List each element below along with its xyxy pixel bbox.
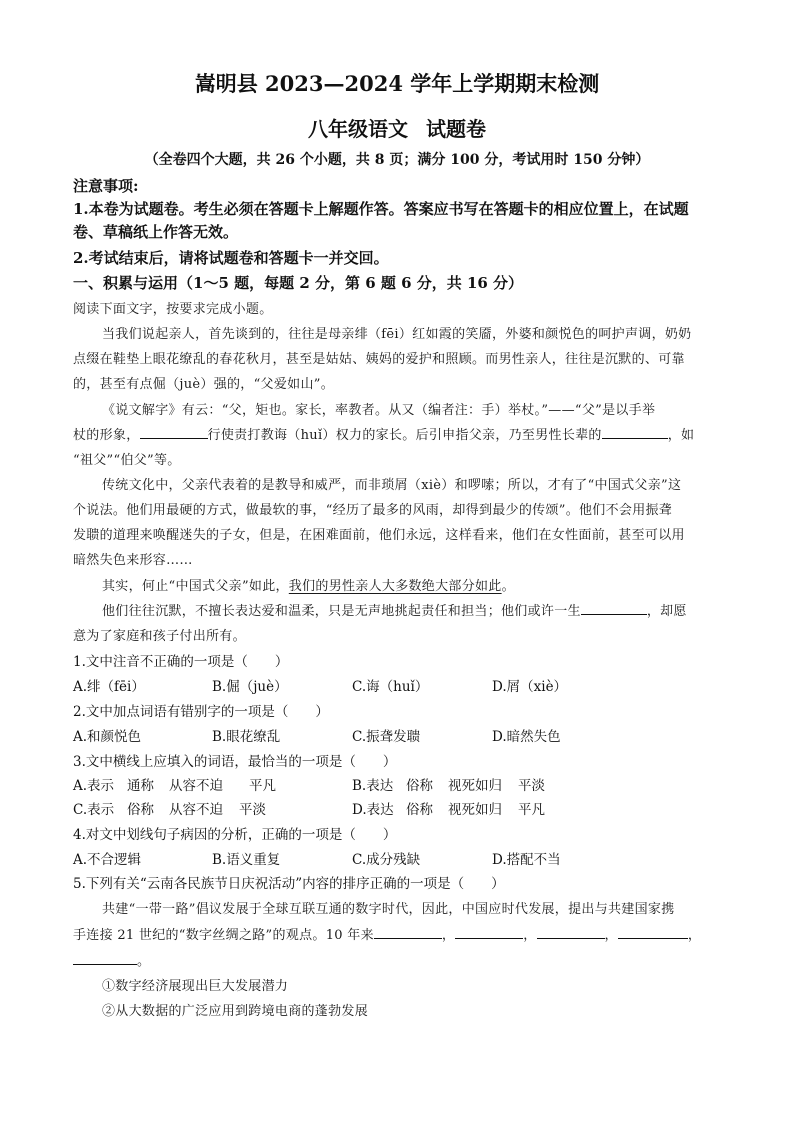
separator: ， [604,928,618,943]
passage-text: 行使责打教诲（huǐ）权力的家长。后引申指父亲，乃至男性长辈的 [207,428,602,443]
separator: ， [523,928,537,943]
question-1-option-d[interactable]: D.屑（xiè） [492,679,568,695]
option-word: 视死如归 [448,778,502,794]
fill-blank-2 [602,426,668,439]
notice-item-1-line-1: 1.本卷为试题卷。考生必须在答题卡上解题作答。答案应书写在答题卡的相应位置上，在试题 [73,200,689,218]
passage-p5-line-1 [102,600,687,619]
fill-blank-8 [73,952,137,965]
question-4-option-b[interactable]: B.语义重复 [212,852,281,868]
subtitle-grade: 八年级语文 [308,117,408,141]
passage-p2-line-3: “祖父”“伯父”等。 [73,453,181,468]
question-5-passage-line-1: 共建“一带一路”倡议发展于全球互联互通的数字时代，因此，中国应时代发展，提出与共建国家携 [102,902,675,917]
separator: ， [687,928,702,943]
option-word: 平淡 [239,802,266,818]
section-1-heading: 一、积累与运用（1～5 题，每题 2 分，第 6 题 6 分，共 16 分） [73,274,524,292]
question-5-passage-line-2 [73,924,701,943]
passage-p3-line-2: 个说法。他们用最硬的方式，做最软的事，“经历了最多的风雨，却得到最少的传颂”。他们不会用振聋 [73,503,673,518]
question-1-option-a[interactable]: A.绯（fēi） [73,679,145,695]
question-4-stem: 4.对文中划线句子病因的分析，正确的一项是（ ） [73,827,397,843]
question-5-stem: 5.下列有关“云南各民族节日庆祝活动”内容的排序正确的一项是（ ） [73,876,505,892]
question-5-passage-line-3 [73,950,150,969]
fill-blank-1 [140,426,208,439]
passage-text: 他们往往沉默，不擅长表达爱和温柔，只是无声地挑起责任和担当；他们或许一生 [102,604,581,619]
question-3-stem: 3.文中横线上应填入的词语，最恰当的一项是（ ） [73,754,397,770]
question-3-option-b[interactable] [352,774,545,794]
fill-blank-7 [618,926,688,939]
passage-p1-line-1: 当我们说起亲人，首先谈到的，往往是母亲绯（fēi）红如霞的笑靥，外婆和颜悦色的呵护声调，奶奶 [102,327,692,342]
option-word: 平凡 [249,778,276,794]
question-5-item-2: ②从大数据的广泛应用到跨境电商的蓬勃发展 [102,1004,369,1019]
option-word: 俗称 [127,802,154,818]
exam-subtitle [0,113,794,142]
option-word: C.表示 [73,802,115,818]
notice-item-1-line-2: 卷、草稿纸上作答无效。 [73,223,239,241]
question-5-item-1: ①数字经济展现出巨大发展潜力 [102,979,289,994]
passage-p3-line-1: 传统文化中，父亲代表着的是教导和威严，而非琐屑（xiè）和啰嗦；所以，才有了“中国式父亲”这 [102,478,682,493]
passage-text: ，如 [667,428,695,443]
passage-p3-line-4: 暗然失色来形容…… [73,553,193,568]
option-word: 通称 [127,778,154,794]
option-word: B.表达 [352,778,394,794]
question-3-option-a[interactable] [73,774,276,794]
fill-blank-6 [537,926,605,939]
passage-p3-line-3: 发聩的道理来唤醒迷失的子女，但是，在困难面前，他们永远，这样看来，他们在女性面前，甚至可以用 [73,528,685,543]
passage-text: 。 [501,579,515,594]
passage-text: 其实，何止“中国式父亲”如此， [102,579,289,594]
exam-meta: （全卷四个大题，共 26 个小题，共 8 页；满分 100 分，考试用时 150 分钟） [144,152,650,168]
fill-blank-3 [581,602,647,615]
passage-p2-line-1: 《说文解字》有云：“父，矩也。家长，率教者。从又（编者注：手）举杖。”——“父”是以手举 [102,403,656,418]
option-word: 从容不迫 [169,778,223,794]
question-1-option-c[interactable]: C.诲（huǐ） [352,679,429,695]
question-3-option-c[interactable] [73,798,266,818]
option-word: A.表示 [73,778,115,794]
passage-text: 手连接 21 世纪的“数字丝绸之路”的观点。10 年来 [73,928,374,943]
passage-p2-line-2 [73,424,694,443]
question-1-stem: 1.文中注音不正确的一项是（ ） [73,654,289,670]
option-word: 俗称 [406,802,433,818]
question-4-option-a[interactable]: A.不合逻辑 [73,852,142,868]
reading-instruction: 阅读下面文字，按要求完成小题。 [73,302,273,317]
question-1-option-b[interactable]: B.倔（juè） [212,679,288,695]
subtitle-type: 试题卷 [426,117,486,141]
exam-title: 嵩明县 2023—2024 学年上学期期末检测 [194,71,600,96]
underlined-sentence: 我们的男性亲人大多数绝大部分如此 [288,579,502,594]
question-2-option-c[interactable]: C.振聋发聩 [352,729,421,745]
passage-p5-line-2: 意为了家庭和孩子付出所有。 [73,629,246,644]
option-word: 平淡 [518,778,545,794]
fill-blank-4 [374,926,442,939]
notice-item-2: 2.考试结束后，请将试题卷和答题卡一并交回。 [73,249,389,267]
question-2-option-b[interactable]: B.眼花缭乱 [212,729,281,745]
question-2-stem: 2.文中加点词语有错别字的一项是（ ） [73,704,329,720]
notice-heading: 注意事项: [73,177,139,195]
option-word: D.表达 [352,802,394,818]
option-word: 平凡 [518,802,545,818]
passage-text: ，却愿 [646,604,687,619]
question-4-option-d[interactable]: D.搭配不当 [492,852,561,868]
question-4-option-c[interactable]: C.成分残缺 [352,852,421,868]
option-word: 俗称 [406,778,433,794]
option-word: 视死如归 [448,802,502,818]
option-word: 从容不迫 [169,802,223,818]
passage-p1-line-2: 点缀在鞋垫上眼花缭乱的春花秋月，甚至是姑姑、姨妈的爱护和照顾。而男性亲人，往往是沉默的、可靠 [73,352,685,367]
passage-p1-line-3: 的，甚至有点倔（juè）强的，“父爱如山”。 [73,377,334,392]
separator: 。 [137,954,151,969]
question-2-option-d[interactable]: D.暗然失色 [492,729,561,745]
question-3-option-d[interactable] [352,798,545,818]
passage-p4 [102,575,515,594]
question-2-option-a[interactable]: A.和颜悦色 [73,729,142,745]
passage-text: 杖的形象， [73,428,140,443]
separator: ， [441,928,456,943]
fill-blank-5 [455,926,523,939]
